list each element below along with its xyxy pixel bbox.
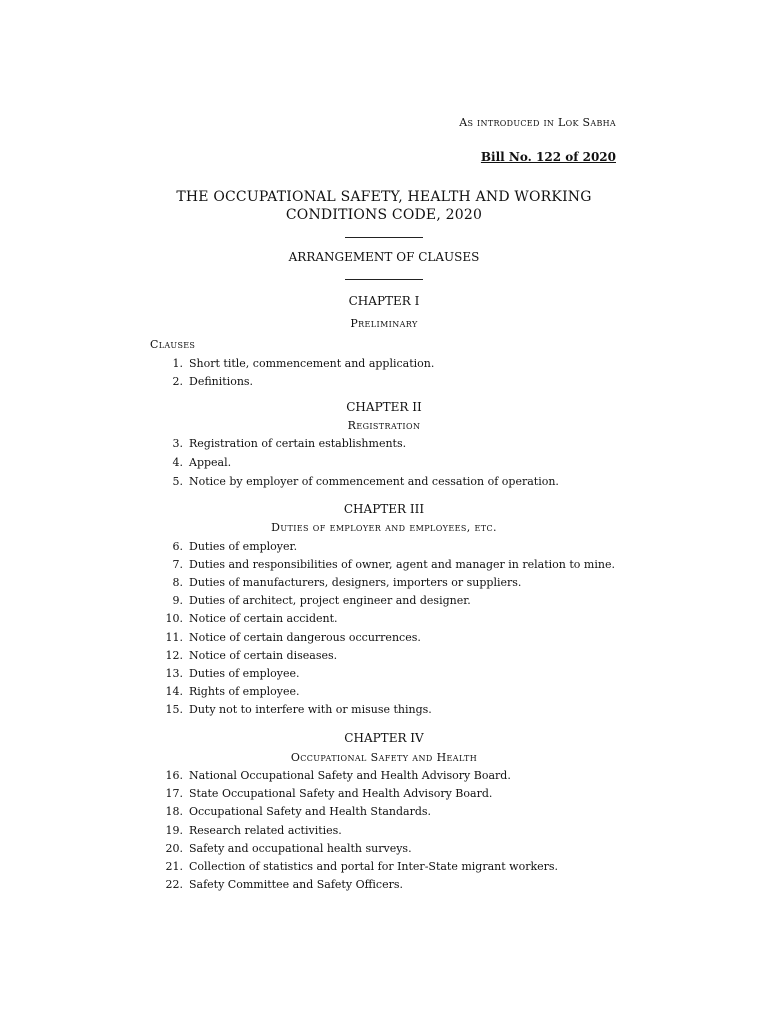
clause-text: Collection of statistics and portal for Inter-State migrant workers. — [189, 860, 559, 873]
clause-item — [150, 842, 412, 855]
clause-number: 19. — [165, 824, 183, 837]
clause-text: Short title, commencement and application. — [189, 357, 435, 370]
clause-number: 13. — [165, 667, 183, 680]
clause-text: Duty not to interfere with or misuse things. — [189, 703, 432, 716]
clause-item — [150, 703, 432, 716]
chapter-3-heading: CHAPTER III — [343, 502, 425, 516]
chapter-4-subtitle: Occupational Safety and Health — [290, 751, 478, 764]
clause-text: Safety Committee and Safety Officers. — [189, 878, 403, 891]
clause-number: 16. — [165, 769, 183, 782]
arrangement-heading: ARRANGEMENT OF CLAUSES — [288, 250, 480, 264]
clause-number: 6. — [172, 540, 183, 553]
clause-text: Notice of certain diseases. — [189, 649, 338, 662]
clause-number: 5. — [172, 475, 183, 488]
clause-item — [150, 685, 300, 698]
clause-item — [150, 667, 300, 680]
clause-number: 14. — [165, 685, 183, 698]
clause-number: 11. — [165, 631, 183, 644]
clause-text: Safety and occupational health surveys. — [189, 842, 412, 855]
clause-number: 8. — [172, 576, 183, 589]
chapter-4-heading: CHAPTER IV — [344, 731, 424, 745]
clause-text: Appeal. — [189, 456, 232, 469]
clause-item — [150, 558, 615, 571]
clauses-label: Clauses — [150, 338, 196, 351]
clause-item — [150, 769, 511, 782]
clause-item — [150, 612, 338, 625]
chapter-3-subtitle: Duties of employer and employees, etc. — [271, 521, 497, 534]
divider-bottom — [345, 279, 423, 280]
clause-number: 9. — [172, 594, 183, 607]
clause-text: National Occupational Safety and Health Advisory Board. — [189, 769, 511, 782]
clause-text: Duties and responsibilities of owner, agent and manager in relation to mine. — [189, 558, 615, 571]
chapter-1-subtitle: Preliminary — [350, 317, 418, 330]
divider-top — [345, 237, 423, 238]
clause-number: 2. — [172, 375, 183, 388]
clause-number: 21. — [165, 860, 183, 873]
clause-item — [150, 649, 337, 662]
clause-text: Notice of certain accident. — [189, 612, 338, 625]
clause-text: Registration of certain establishments. — [189, 437, 407, 450]
clause-number: 10. — [165, 612, 183, 625]
clause-item — [150, 631, 421, 644]
clause-number: 1. — [172, 357, 183, 370]
chapter-2-heading: CHAPTER II — [346, 400, 422, 414]
clause-item — [150, 594, 471, 607]
clause-number: 7. — [172, 558, 183, 571]
clause-item — [150, 475, 559, 488]
bill-number: Bill No. 122 of 2020 — [480, 150, 616, 164]
clause-number: 18. — [165, 805, 183, 818]
clause-item — [150, 805, 431, 818]
clause-text: Duties of architect, project engineer and designer. — [189, 594, 471, 607]
clause-text: Duties of employee. — [189, 667, 300, 680]
clause-text: Definitions. — [189, 375, 254, 388]
clause-number: 12. — [165, 649, 183, 662]
clause-item — [150, 824, 342, 837]
clause-number: 4. — [172, 456, 183, 469]
clause-number: 3. — [172, 437, 183, 450]
clause-text: Occupational Safety and Health Standards. — [189, 805, 432, 818]
clause-item — [150, 860, 558, 873]
clause-item — [150, 878, 403, 891]
clause-text: Notice of certain dangerous occurrences. — [189, 631, 421, 644]
clause-item — [150, 456, 231, 469]
clause-text: Notice by employer of commencement and cessation of operation. — [189, 475, 559, 488]
clause-number: 17. — [165, 787, 183, 800]
clause-number: 15. — [165, 703, 183, 716]
clause-text: Rights of employee. — [189, 685, 300, 698]
clause-number: 20. — [165, 842, 183, 855]
clause-text: Duties of employer. — [189, 540, 298, 553]
clause-number: 22. — [165, 878, 183, 891]
clause-item — [150, 375, 253, 388]
clause-item — [150, 357, 434, 370]
title-line-1: THE OCCUPATIONAL SAFETY, HEALTH AND WORKING — [176, 189, 592, 205]
chapter-2-subtitle: Registration — [347, 419, 421, 432]
clause-item — [150, 437, 406, 450]
clause-text: Duties of manufacturers, designers, importers or suppliers. — [189, 576, 522, 589]
title-line-2: CONDITIONS CODE, 2020 — [285, 207, 483, 223]
chapter-1-heading: CHAPTER I — [348, 294, 420, 308]
document-title — [0, 188, 768, 224]
clause-item — [150, 787, 492, 800]
clause-item — [150, 576, 521, 589]
clause-item — [150, 540, 297, 553]
clause-text: State Occupational Safety and Health Advisory Board. — [189, 787, 493, 800]
introduction-note: As introduced in Lok Sabha — [459, 116, 616, 129]
clause-text: Research related activities. — [189, 824, 342, 837]
